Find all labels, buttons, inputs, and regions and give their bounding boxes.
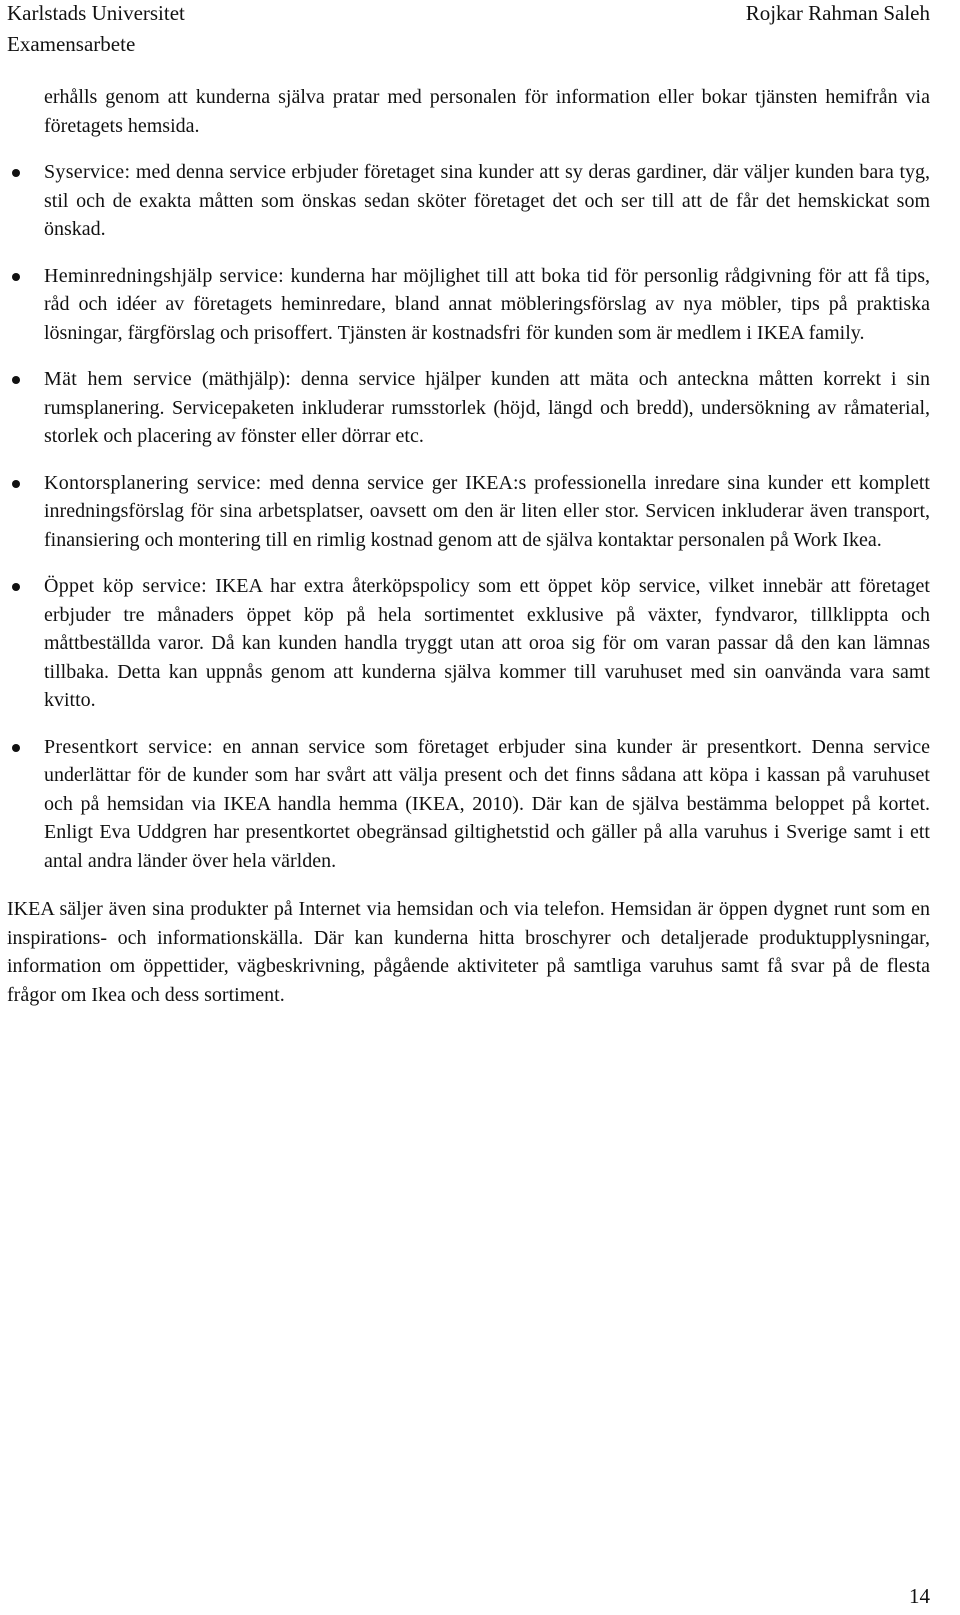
bullet-dot-icon <box>12 744 20 752</box>
bullet-dot-icon <box>12 273 20 281</box>
bullet-dot-icon <box>12 583 20 591</box>
header-university: Karlstads Universitet <box>7 1 185 25</box>
bullet-lead: Öppet köp service: <box>44 575 207 597</box>
bullet-lead: Kontorsplanering service: <box>44 471 262 494</box>
bullet-dot-icon <box>12 169 20 177</box>
bullet-text: kunderna har möjlighet till att boka tid för personlig rådgivning för att få tips, råd och idéer av företagets heminredare, bland annat möbleringsförslag av nya möbler, tips på praktiska lösningar, färgförslag och prisoffert. Tjänsten är kostnadsfri för kunden som är medlem i IKEA family. <box>44 264 931 344</box>
header-doc-type: Examensarbete <box>7 32 136 56</box>
bullet-text: med denna service ger IKEA:s professionella inredare sina kunder ett komplett inredningsförslag för sina arbetsplatser, oavsett om den är liten eller stor. Servicen inkluderar även transport, finansiering och montering till en rimlig kostnad genom att de själva kontaktar personalen på Work Ikea. <box>44 471 930 551</box>
bullet-text: en annan service som företaget erbjuder sina kunder är presentkort. Denna service underlättar för de kunder som har svårt att välja present och det finns sådana att köpa i kassan på varuhuset och på hemsidan via IKEA handla hemma (IKEA, 2010). Där kan de själva bestämma beloppet på kortet. Enligt Eva Uddgren har presentkortet obegränsad giltighetstid och gäller på alla varuhus i Sverige samt i ett antal andra länder över hela världen. <box>44 735 930 872</box>
bullet-presentkort <box>44 733 930 876</box>
page-content <box>0 83 960 1009</box>
bullet-text: IKEA har extra återköpspolicy som ett öppet köp service, vilket innebär att företaget erbjuder tre månaders öppet köp på hela sortimentet exklusive på växter, fyndvaror, tillklippta och måttbeställda varor. Då kan kunden handla tryggt utan att oroa sig för om varan passar då den kan lämnas tillbaka. Detta kan uppnås genom att kunderna själva kommer till varuhuset med sin oanvända vara samt kvitto. <box>44 575 930 711</box>
service-bullet-list <box>0 158 960 875</box>
bullet-text: med denna service erbjuder företaget sina kunder att sy deras gardiner, där väljer kunden bara tyg, stil och de exakta måtten som önskas sedan sköter företaget det och ser till att de får det hemskickat som önskad. <box>44 161 930 240</box>
closing-paragraph: IKEA säljer även sina produkter på Internet via hemsidan och via telefon. Hemsidan är öppen dygnet runt som en inspirations- och informationskälla. Där kan kunderna hitta broschyrer och detaljerade produktupplysningar, information om öppettider, vägbeskrivning, pågående aktiviteter på samtliga varuhus samt få svar på de flesta frågor om Ikea och dess sortiment. <box>7 898 930 1006</box>
page-number: 14 <box>909 1584 930 1608</box>
bullet-kontorsplanering <box>44 469 930 555</box>
header-author: Rojkar Rahman Saleh <box>745 1 930 25</box>
bullet-oppet-kop <box>44 572 930 715</box>
bullet-mat-hem <box>44 365 930 451</box>
bullet-lead: Presentkort service: <box>44 735 213 758</box>
bullet-dot-icon <box>12 376 20 384</box>
bullet-text: (mäthjälp): denna service hjälper kunden att mäta och anteckna måtten korrekt i sin rumsplanering. Servicepaketen inkluderar rumsstorlek (höjd, längd och bredd), undersökning av råmaterial, storlek och placering av fönster eller dörrar etc. <box>44 368 930 447</box>
bullet-lead: Mät hem service <box>44 368 192 390</box>
bullet-heminredningshjalp <box>44 262 930 348</box>
bullet-syservice <box>44 158 930 244</box>
bullet-lead: Heminredningshjälp service: <box>44 264 285 287</box>
bullet-lead: Syservice: <box>44 161 131 183</box>
bullet-dot-icon <box>12 480 20 488</box>
continuation-paragraph: erhålls genom att kunderna själva pratar med personalen för information eller bokar tjänsten hemifrån via företagets hemsida. <box>44 86 930 137</box>
